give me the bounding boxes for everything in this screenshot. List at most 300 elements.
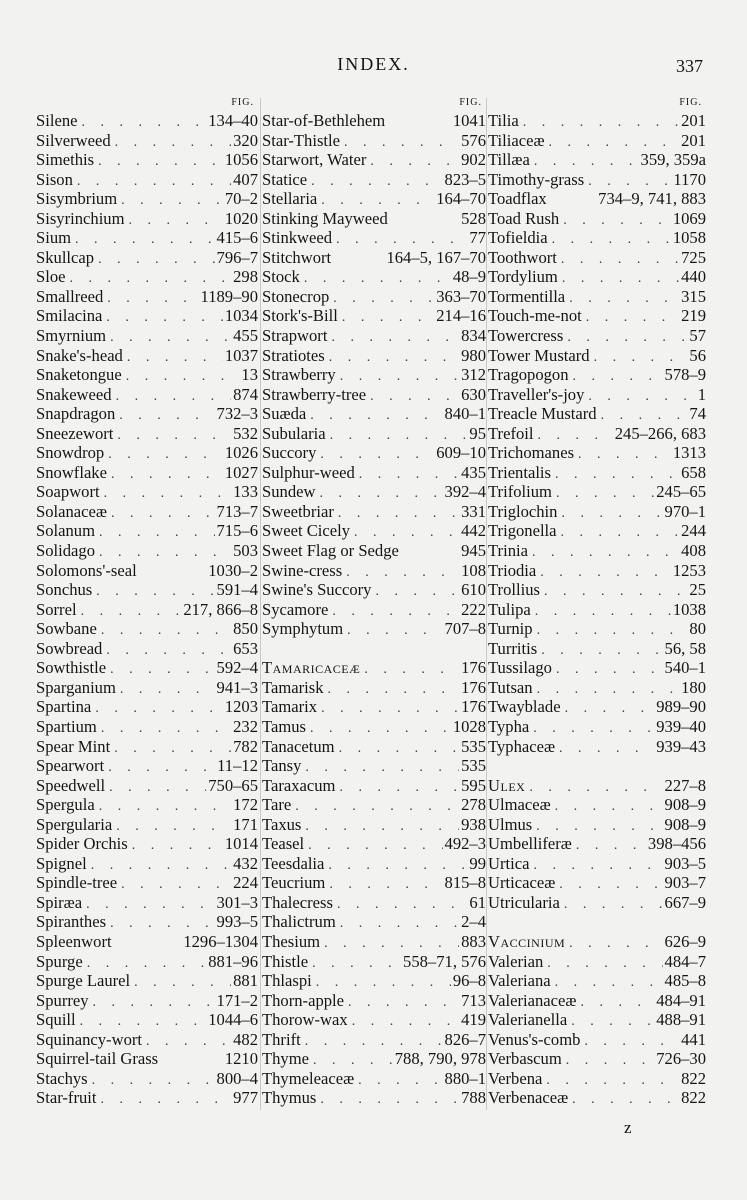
- dot-leader: [320, 934, 459, 952]
- index-entry: [488, 131, 706, 151]
- dot-leader: [95, 543, 231, 561]
- index-entry: [262, 815, 486, 835]
- index-entry: [36, 1030, 258, 1050]
- dot-leader: [561, 699, 655, 717]
- entry-figures: 630: [461, 384, 486, 404]
- dot-leader: [308, 954, 401, 972]
- index-entry: [488, 893, 706, 913]
- entry-term: Sisymbrium: [36, 189, 118, 209]
- dot-leader: [291, 797, 459, 815]
- entry-term: Skullcap: [36, 247, 95, 267]
- index-entry: [262, 463, 486, 483]
- entry-figures: 1026: [224, 443, 258, 463]
- index-entry: [36, 854, 258, 874]
- index-column-3: [488, 97, 706, 1108]
- dot-leader: [528, 543, 679, 561]
- entry-figures: 441: [681, 1029, 706, 1049]
- entry-figures: 1189–90: [200, 286, 258, 306]
- entry-figures: 535: [461, 756, 486, 776]
- index-entry: [488, 248, 706, 268]
- dot-leader: [97, 1090, 232, 1108]
- index-entry: [36, 658, 258, 678]
- entry-term: Strawberry-tree: [262, 384, 367, 404]
- index-entry: [36, 1010, 258, 1030]
- index-entry: [488, 267, 706, 287]
- index-entry: [488, 111, 706, 131]
- dot-leader: [94, 152, 223, 170]
- entry-figures: 99: [469, 853, 486, 873]
- entry-term: Snakeweed: [36, 384, 112, 404]
- dot-leader: [73, 172, 231, 190]
- dot-leader: [103, 289, 198, 307]
- index-entry: [36, 482, 258, 502]
- index-entry: [488, 834, 706, 854]
- dot-leader: [76, 1012, 207, 1030]
- entry-term: Spiræa: [36, 892, 83, 912]
- entry-figures: 823–5: [444, 169, 486, 189]
- entry-term: Teucrium: [262, 873, 326, 893]
- index-entry: [488, 619, 706, 639]
- entry-figures: 108: [461, 560, 486, 580]
- index-entry: [262, 912, 486, 932]
- entry-figures: 25: [689, 580, 706, 600]
- entry-figures: 788: [461, 1088, 486, 1108]
- index-entry: [488, 658, 706, 678]
- entry-term: Sweet Flag or Sedge: [262, 541, 399, 561]
- entry-figures: 278: [461, 795, 486, 815]
- entry-term: Tilia: [488, 111, 519, 130]
- entry-term: Sloe: [36, 267, 66, 287]
- entry-term: Squinancy-wort: [36, 1029, 142, 1049]
- entry-figures: 1020: [224, 208, 258, 228]
- entry-figures: 80: [689, 619, 706, 639]
- entry-figures: 850: [233, 619, 258, 639]
- dot-leader: [533, 680, 680, 698]
- entry-figures: 1034: [224, 306, 258, 326]
- index-entry: [488, 424, 706, 444]
- entry-term: Solanaceæ: [36, 501, 107, 521]
- index-entry: [488, 189, 706, 209]
- dot-leader: [102, 308, 222, 326]
- entry-figures: 180: [681, 677, 706, 697]
- entry-figures: 800–4: [216, 1068, 258, 1088]
- entry-term: Tare: [262, 795, 292, 815]
- entry-term: Sparganium: [36, 677, 116, 697]
- entry-term: Swine's Succory: [262, 580, 372, 600]
- entry-term: Silene: [36, 111, 78, 130]
- index-entry: [262, 248, 486, 268]
- index-entry: [262, 717, 486, 737]
- index-entry: [262, 893, 486, 913]
- entry-figures: 11–12: [217, 756, 258, 776]
- entry-term: Sison: [36, 169, 73, 189]
- index-entry: [488, 795, 706, 815]
- dot-leader: [104, 445, 223, 463]
- entry-term: Umbelliferæ: [488, 834, 572, 854]
- entry-figures: 176: [461, 697, 486, 717]
- dot-leader: [112, 387, 232, 405]
- entry-figures: 245–65: [656, 482, 706, 502]
- dot-leader: [584, 387, 695, 405]
- entry-figures: 455: [233, 326, 258, 346]
- entry-term: Smilacina: [36, 306, 103, 326]
- index-entry: [36, 443, 258, 463]
- entry-figures: 201: [681, 130, 706, 150]
- entry-figures: 822: [681, 1088, 706, 1108]
- entry-figures: 57: [689, 326, 706, 346]
- dot-leader: [562, 1051, 654, 1069]
- entry-term: Trifolium: [488, 482, 552, 502]
- index-entry: [262, 756, 486, 776]
- entry-term: Thorow-wax: [262, 1010, 348, 1030]
- entry-figures: 164–70: [436, 189, 486, 209]
- index-entry: [488, 365, 706, 385]
- index-column-1: [36, 97, 258, 1108]
- entry-figures: 815–8: [444, 873, 486, 893]
- dot-leader: [563, 328, 687, 346]
- dot-leader: [66, 269, 232, 287]
- entry-term: Trollius: [488, 580, 540, 600]
- index-entry: [488, 717, 706, 737]
- dot-leader: [315, 484, 442, 502]
- index-entry: [488, 482, 706, 502]
- entry-figures: 989–90: [656, 697, 706, 717]
- index-entry: [262, 971, 486, 991]
- index-entry: [262, 541, 486, 561]
- column-divider: [486, 98, 487, 1110]
- entry-term: Tordylium: [488, 267, 558, 287]
- entry-term: Verbena: [488, 1068, 543, 1088]
- entry-term: Sisyrinchium: [36, 208, 125, 228]
- index-entry: [488, 561, 706, 581]
- index-entry: [262, 1088, 486, 1108]
- entry-term: Turritis: [488, 638, 538, 658]
- index-entry: [488, 541, 706, 561]
- section-spacer: [488, 756, 706, 776]
- dot-leader: [309, 1051, 393, 1069]
- index-entry: [488, 1069, 706, 1089]
- index-entries: [36, 111, 258, 1108]
- index-entry: [488, 971, 706, 991]
- dot-leader: [91, 699, 223, 717]
- entry-term: Valeriana: [488, 971, 551, 991]
- entry-figures: 578–9: [664, 365, 706, 385]
- dot-leader: [112, 817, 231, 835]
- dot-leader: [329, 289, 434, 307]
- dot-leader: [590, 348, 688, 366]
- index-entry: [36, 678, 258, 698]
- entry-term: Valerian: [488, 951, 544, 971]
- entry-figures: 535: [461, 736, 486, 756]
- entry-figures: 432: [233, 853, 258, 873]
- dot-leader: [123, 348, 223, 366]
- dot-leader: [113, 426, 231, 444]
- index-entry: [488, 287, 706, 307]
- entry-term: Verbascum: [488, 1049, 562, 1069]
- entry-figures: 133: [233, 482, 258, 502]
- dot-leader: [88, 1071, 215, 1089]
- dot-leader: [597, 406, 688, 424]
- entry-figures: 993–5: [216, 912, 258, 932]
- index-entry: [262, 1030, 486, 1050]
- entry-figures: 442: [461, 521, 486, 541]
- entry-figures: 484–7: [664, 951, 706, 971]
- entry-figures: 532: [233, 423, 258, 443]
- entry-figures: 1037: [224, 345, 258, 365]
- entry-figures: 1056: [224, 150, 258, 170]
- dot-leader: [325, 875, 442, 893]
- entry-term: Symphytum: [262, 619, 344, 639]
- entry-term: Strapwort: [262, 326, 328, 346]
- dot-leader: [366, 387, 459, 405]
- dot-leader: [551, 797, 663, 815]
- index-entry: [262, 776, 486, 796]
- dot-leader: [102, 641, 231, 659]
- entry-term: Turnip: [488, 619, 533, 639]
- index-entry: [262, 267, 486, 287]
- index-entry: [36, 424, 258, 444]
- entry-term: Timothy-grass: [488, 169, 585, 189]
- entry-term: Tillæa: [488, 150, 530, 170]
- entry-figures: 903–5: [664, 853, 706, 873]
- dot-leader: [110, 739, 231, 757]
- entry-term: Tussilago: [488, 658, 552, 678]
- entry-figures: 1058: [672, 228, 706, 248]
- entry-figures: 172: [233, 795, 258, 815]
- index-entry: [36, 189, 258, 209]
- entry-term: Subularia: [262, 423, 326, 443]
- entry-figures: 1044–6: [208, 1010, 258, 1030]
- entry-term: Thistle: [262, 951, 309, 971]
- index-entry: [488, 170, 706, 190]
- section-spacer: [262, 639, 486, 659]
- entry-term: Utricularia: [488, 892, 560, 912]
- entry-term: Sowbread: [36, 638, 103, 658]
- dot-leader: [531, 602, 671, 620]
- entry-figures: 503: [233, 541, 258, 561]
- index-entry: [488, 737, 706, 757]
- entry-figures: 1253: [672, 560, 706, 580]
- index-entry: [36, 1049, 258, 1069]
- entry-term: Squirrel-tail Grass: [36, 1049, 159, 1069]
- entry-figures: 1203: [224, 697, 258, 717]
- entry-term: Stitchwort: [262, 247, 332, 267]
- dot-leader: [350, 523, 459, 541]
- dot-leader: [316, 445, 434, 463]
- dot-leader: [525, 778, 662, 796]
- index-entry: [262, 170, 486, 190]
- dot-leader: [304, 836, 442, 854]
- dot-leader: [142, 1032, 231, 1050]
- entry-term: Statice: [262, 169, 308, 189]
- entry-term: Venus's-comb: [488, 1029, 581, 1049]
- entry-term: Sorrel: [36, 599, 77, 619]
- entry-figures: 592–4: [216, 658, 258, 678]
- entry-term: Starwort, Water: [262, 150, 367, 170]
- entry-figures: 201: [681, 111, 706, 130]
- index-entry: [262, 952, 486, 972]
- dot-leader: [366, 152, 459, 170]
- dot-leader: [580, 1032, 679, 1050]
- entry-figures: 834: [461, 326, 486, 346]
- entry-figures: 750–65: [208, 775, 258, 795]
- dot-leader: [559, 211, 671, 229]
- dot-leader: [560, 895, 663, 913]
- entry-term: Snake's-head: [36, 345, 123, 365]
- dot-leader: [317, 699, 459, 717]
- entry-term: Squill: [36, 1010, 76, 1030]
- dot-leader: [71, 230, 214, 248]
- dot-leader: [106, 914, 214, 932]
- entry-term: Spergularia: [36, 814, 113, 834]
- dot-leader: [333, 895, 467, 913]
- entry-figures: 715–6: [216, 521, 258, 541]
- entry-figures: 164–5, 167–70: [386, 247, 486, 267]
- index-entry: [36, 971, 258, 991]
- index-entry: [488, 1049, 706, 1069]
- dot-leader: [529, 856, 662, 874]
- dot-leader: [95, 523, 215, 541]
- entry-figures: 331: [461, 501, 486, 521]
- entry-term: Sneezewort: [36, 423, 114, 443]
- index-entry: [36, 170, 258, 190]
- index-entry: [36, 580, 258, 600]
- entry-figures: 874: [233, 384, 258, 404]
- entry-figures: 1170: [673, 169, 706, 189]
- entry-figures: 74: [689, 404, 706, 424]
- entry-term: Toadflax: [488, 189, 547, 209]
- entry-term: Trinia: [488, 541, 528, 561]
- index-entry: [488, 209, 706, 229]
- entry-figures: 217, 866–8: [183, 599, 258, 619]
- dot-leader: [301, 758, 459, 776]
- index-entry: [36, 600, 258, 620]
- entry-term: Suæda: [262, 404, 307, 424]
- index-entry: [36, 776, 258, 796]
- entry-term: Smyrnium: [36, 326, 107, 346]
- dot-leader: [338, 308, 434, 326]
- dot-leader: [94, 250, 214, 268]
- entry-figures: 653: [233, 638, 258, 658]
- entry-figures: 576: [461, 130, 486, 150]
- entry-term: Silverweed: [36, 130, 111, 150]
- entry-figures: 224: [233, 873, 258, 893]
- entry-term: Tansy: [262, 756, 302, 776]
- dot-leader: [82, 895, 214, 913]
- index-entry: [36, 991, 258, 1011]
- entry-figures: 415–6: [216, 228, 258, 248]
- entry-term: Valerianaceæ: [488, 990, 577, 1010]
- index-entry: [262, 443, 486, 463]
- index-entry: [36, 463, 258, 483]
- index-entry: [262, 326, 486, 346]
- index-entry: [36, 932, 258, 952]
- entry-term: Snowdrop: [36, 443, 105, 463]
- entry-figures: 298: [233, 267, 258, 287]
- entry-figures: 782: [233, 736, 258, 756]
- entry-figures: 734–9, 741, 883: [598, 189, 706, 209]
- index-entry: [488, 385, 706, 405]
- dot-leader: [317, 191, 434, 209]
- entry-figures: 939–43: [656, 736, 706, 756]
- index-column-2: [262, 97, 486, 1108]
- dot-leader: [568, 1090, 679, 1108]
- entry-term: Sycamore: [262, 599, 329, 619]
- dot-leader: [122, 367, 240, 385]
- entry-figures: 482: [233, 1029, 258, 1049]
- entry-term: Smallreed: [36, 286, 104, 306]
- entry-term: Spurge: [36, 951, 83, 971]
- index-entry: [262, 228, 486, 248]
- entry-figures: 134–40: [208, 111, 258, 130]
- signature-mark: z: [624, 1118, 632, 1137]
- index-entry: [262, 834, 486, 854]
- entry-figures: 176: [461, 677, 486, 697]
- index-entry: [36, 521, 258, 541]
- index-entry: [36, 834, 258, 854]
- entry-figures: 1313: [672, 443, 706, 463]
- entry-term: Thrift: [262, 1029, 301, 1049]
- entry-figures: 528: [461, 208, 486, 228]
- index-entry: [488, 463, 706, 483]
- index-entry: [488, 1010, 706, 1030]
- entry-term: Solanum: [36, 521, 96, 541]
- index-entry: [488, 150, 706, 170]
- dot-leader: [555, 875, 662, 893]
- index-entry: [36, 248, 258, 268]
- entry-figures: 707–8: [444, 619, 486, 639]
- dot-leader: [116, 680, 215, 698]
- index-entry: [262, 1010, 486, 1030]
- index-entry: [262, 658, 486, 678]
- entry-figures: 939–40: [656, 716, 706, 736]
- index-entry: [262, 209, 486, 229]
- dot-leader: [540, 582, 687, 600]
- entry-figures: 1210: [224, 1049, 258, 1069]
- index-entry: [36, 385, 258, 405]
- entry-figures: 941–3: [216, 677, 258, 697]
- entry-term: Towercress: [488, 326, 564, 346]
- dot-leader: [332, 230, 467, 248]
- entry-term: Stinking Mayweed: [262, 208, 388, 228]
- index-entry: [262, 678, 486, 698]
- index-entry: [36, 697, 258, 717]
- dot-leader: [106, 328, 231, 346]
- dot-leader: [565, 934, 662, 952]
- entry-term: Sweetbriar: [262, 501, 334, 521]
- index-entry: [488, 873, 706, 893]
- entry-figures: 70–2: [224, 189, 258, 209]
- entry-figures: 1027: [224, 462, 258, 482]
- entry-figures: 1028: [452, 716, 486, 736]
- dot-leader: [107, 465, 223, 483]
- dot-leader: [537, 641, 662, 659]
- dot-leader: [306, 406, 442, 424]
- entry-term: Urtica: [488, 853, 530, 873]
- entry-term: Teesdalia: [262, 853, 325, 873]
- entry-term: Treacle Mustard: [488, 404, 597, 424]
- dot-leader: [555, 739, 654, 757]
- entry-figures: 970–1: [664, 501, 706, 521]
- index-entry: [262, 873, 486, 893]
- index-entry: [262, 306, 486, 326]
- dot-leader: [340, 133, 459, 151]
- entry-figures: 171–2: [216, 990, 258, 1010]
- index-entry: [36, 287, 258, 307]
- dot-leader: [106, 660, 214, 678]
- dot-leader: [117, 875, 231, 893]
- entry-term: Tormentilla: [488, 286, 566, 306]
